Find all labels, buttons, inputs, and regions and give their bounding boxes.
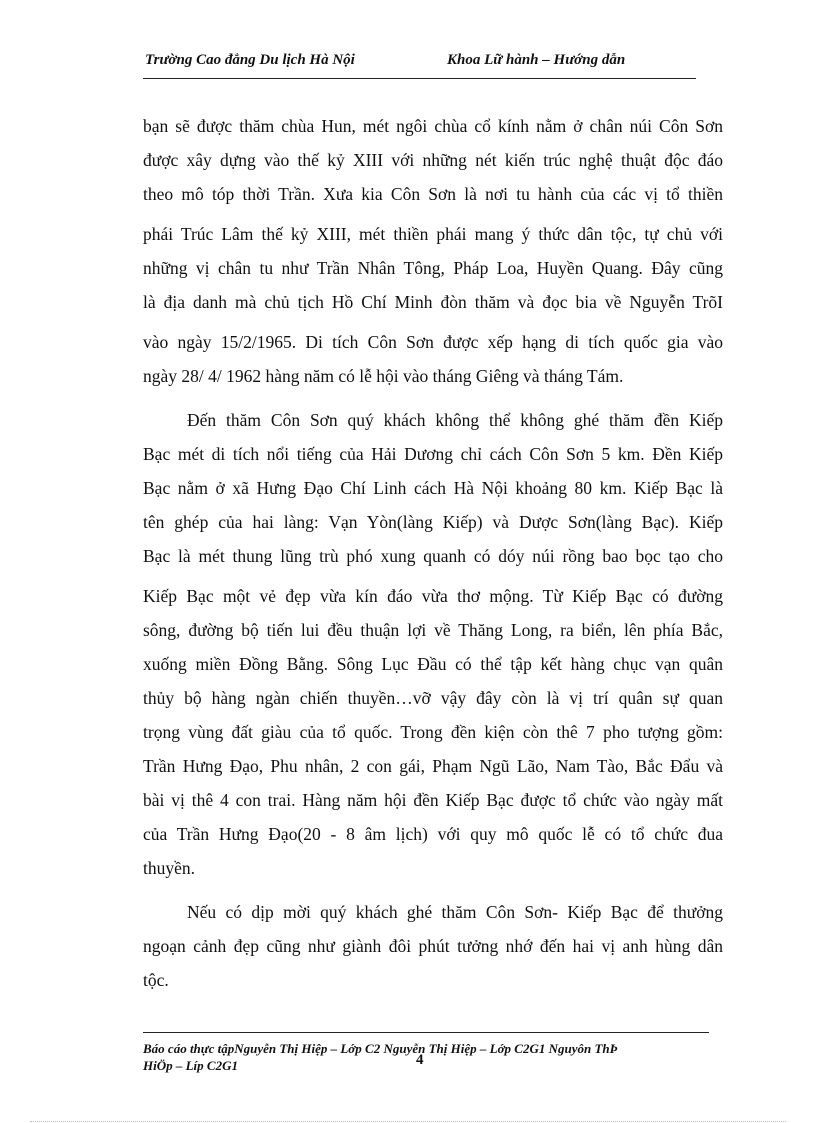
text-line: ngày 28/ 4/ 1962 hàng năm có lễ hội vào tháng Giêng và tháng Tám. <box>143 366 624 386</box>
footer-line <box>143 1040 709 1057</box>
document-body <box>143 110 723 998</box>
header-department: Khoa Lữ hành – Hướng dẫn <box>447 52 626 68</box>
text-line: phái Trúc Lâm thế kỷ XIII, mét thiền phái mang ý thức dân tộc, tự chủ với <box>143 224 723 244</box>
text-line: theo mô tóp thời Trần. Xưa kia Côn Sơn là nơi tu hành của các vị tổ thiền <box>143 184 723 204</box>
text-line: Kiếp Bạc một vẻ đẹp vừa kín đáo vừa thơ mộng. Từ Kiếp Bạc có đường <box>143 586 723 606</box>
text-line: tộc. <box>143 970 169 990</box>
page-bottom-border <box>30 1121 786 1122</box>
text-line: Trần Hưng Đạo, Phu nhân, 2 con gái, Phạm Ngũ Lão, Nam Tào, Bắc Đẩu và <box>143 756 723 776</box>
text-line: bài vị thê 4 con trai. Hàng năm hội đền Kiếp Bạc được tổ chức vào ngày mất <box>143 790 723 810</box>
text-line: vào ngày 15/2/1965. Di tích Côn Sơn được xếp hạng di tích quốc gia vào <box>143 332 723 352</box>
text-line: ngoạn cảnh đẹp cũng như giành đôi phút tưởng nhớ đến hai vị anh hùng dân <box>143 936 723 956</box>
text-line: Bạc là mét thung lũng trù phó xung quanh có dóy núi rồng bao bọc tạo cho <box>143 546 723 566</box>
text-line: Đến thăm Côn Sơn quý khách không thể không ghé thăm đền Kiếp <box>187 410 723 430</box>
header-school-name: Trường Cao đẳng Du lịch Hà Nội <box>145 52 355 68</box>
text-line: Nếu có dịp mời quý khách ghé thăm Côn Sơn- Kiếp Bạc để thưởng <box>187 902 723 922</box>
text-line: là địa danh mà chủ tịch Hồ Chí Minh đòn thăm và đọc bia về Nguyễn TrõI <box>143 292 723 312</box>
footer-line-2: HiÖp – Líp C2G1 <box>143 1058 238 1073</box>
text-line: được xây dựng vào thế kỷ XIII với những nét kiến trúc nghệ thuật độc đáo <box>143 150 723 170</box>
text-line: thủy bộ hàng ngàn chiến thuyền…vỡ vậy đây còn là vị trí quân sự quan <box>143 688 723 708</box>
text-line: sông, đường bộ tiến lui đều thuận lợi về Thăng Long, ra biển, lên phía Bắc, <box>143 620 723 640</box>
text-line: thuyền. <box>143 858 196 878</box>
text-line: bạn sẽ được thăm chùa Hun, mét ngôi chùa cổ kính nằm ở chân núi Côn Sơn <box>143 116 723 136</box>
text-line: Bạc nằm ở xã Hưng Đạo Chí Linh cách Hà Nội khoảng 80 km. Kiếp Bạc là <box>143 478 723 498</box>
footer-divider <box>143 1032 709 1033</box>
text-line: Bạc mét di tích nổi tiếng của Hải Dương chỉ cách Côn Sơn 5 km. Đền Kiếp <box>143 444 723 464</box>
footer-report-title: Báo cáo thực tậpNguyễn Thị Hiệp – Lớp C2 <box>143 1041 384 1056</box>
text-line: trọng vùng đất giàu của tổ quốc. Trong đền kiện còn thê 7 pho tượng gồm: <box>143 722 723 742</box>
footer-author: Nguyễn Thị Hiệp – Lớp C2G1 Nguyôn ThÞ <box>383 1041 618 1056</box>
text-line: của Trần Hưng Đạo(20 - 8 âm lịch) với quy mô quốc lễ có tổ chức đua <box>143 824 723 844</box>
page-header <box>143 50 696 79</box>
text-line: những vị chân tu như Trần Nhân Tông, Pháp Loa, Huyền Quang. Đây cũng <box>143 258 723 278</box>
page-number: 4 <box>416 1052 424 1068</box>
page-footer <box>143 1040 709 1074</box>
text-line: tên ghép của hai làng: Vạn Yòn(làng Kiếp) và Dược Sơn(làng Bạc). Kiếp <box>143 512 723 532</box>
text-line: xuống miền Đồng Bằng. Sông Lục Đầu có thể tập kết hàng chục vạn quân <box>143 654 723 674</box>
